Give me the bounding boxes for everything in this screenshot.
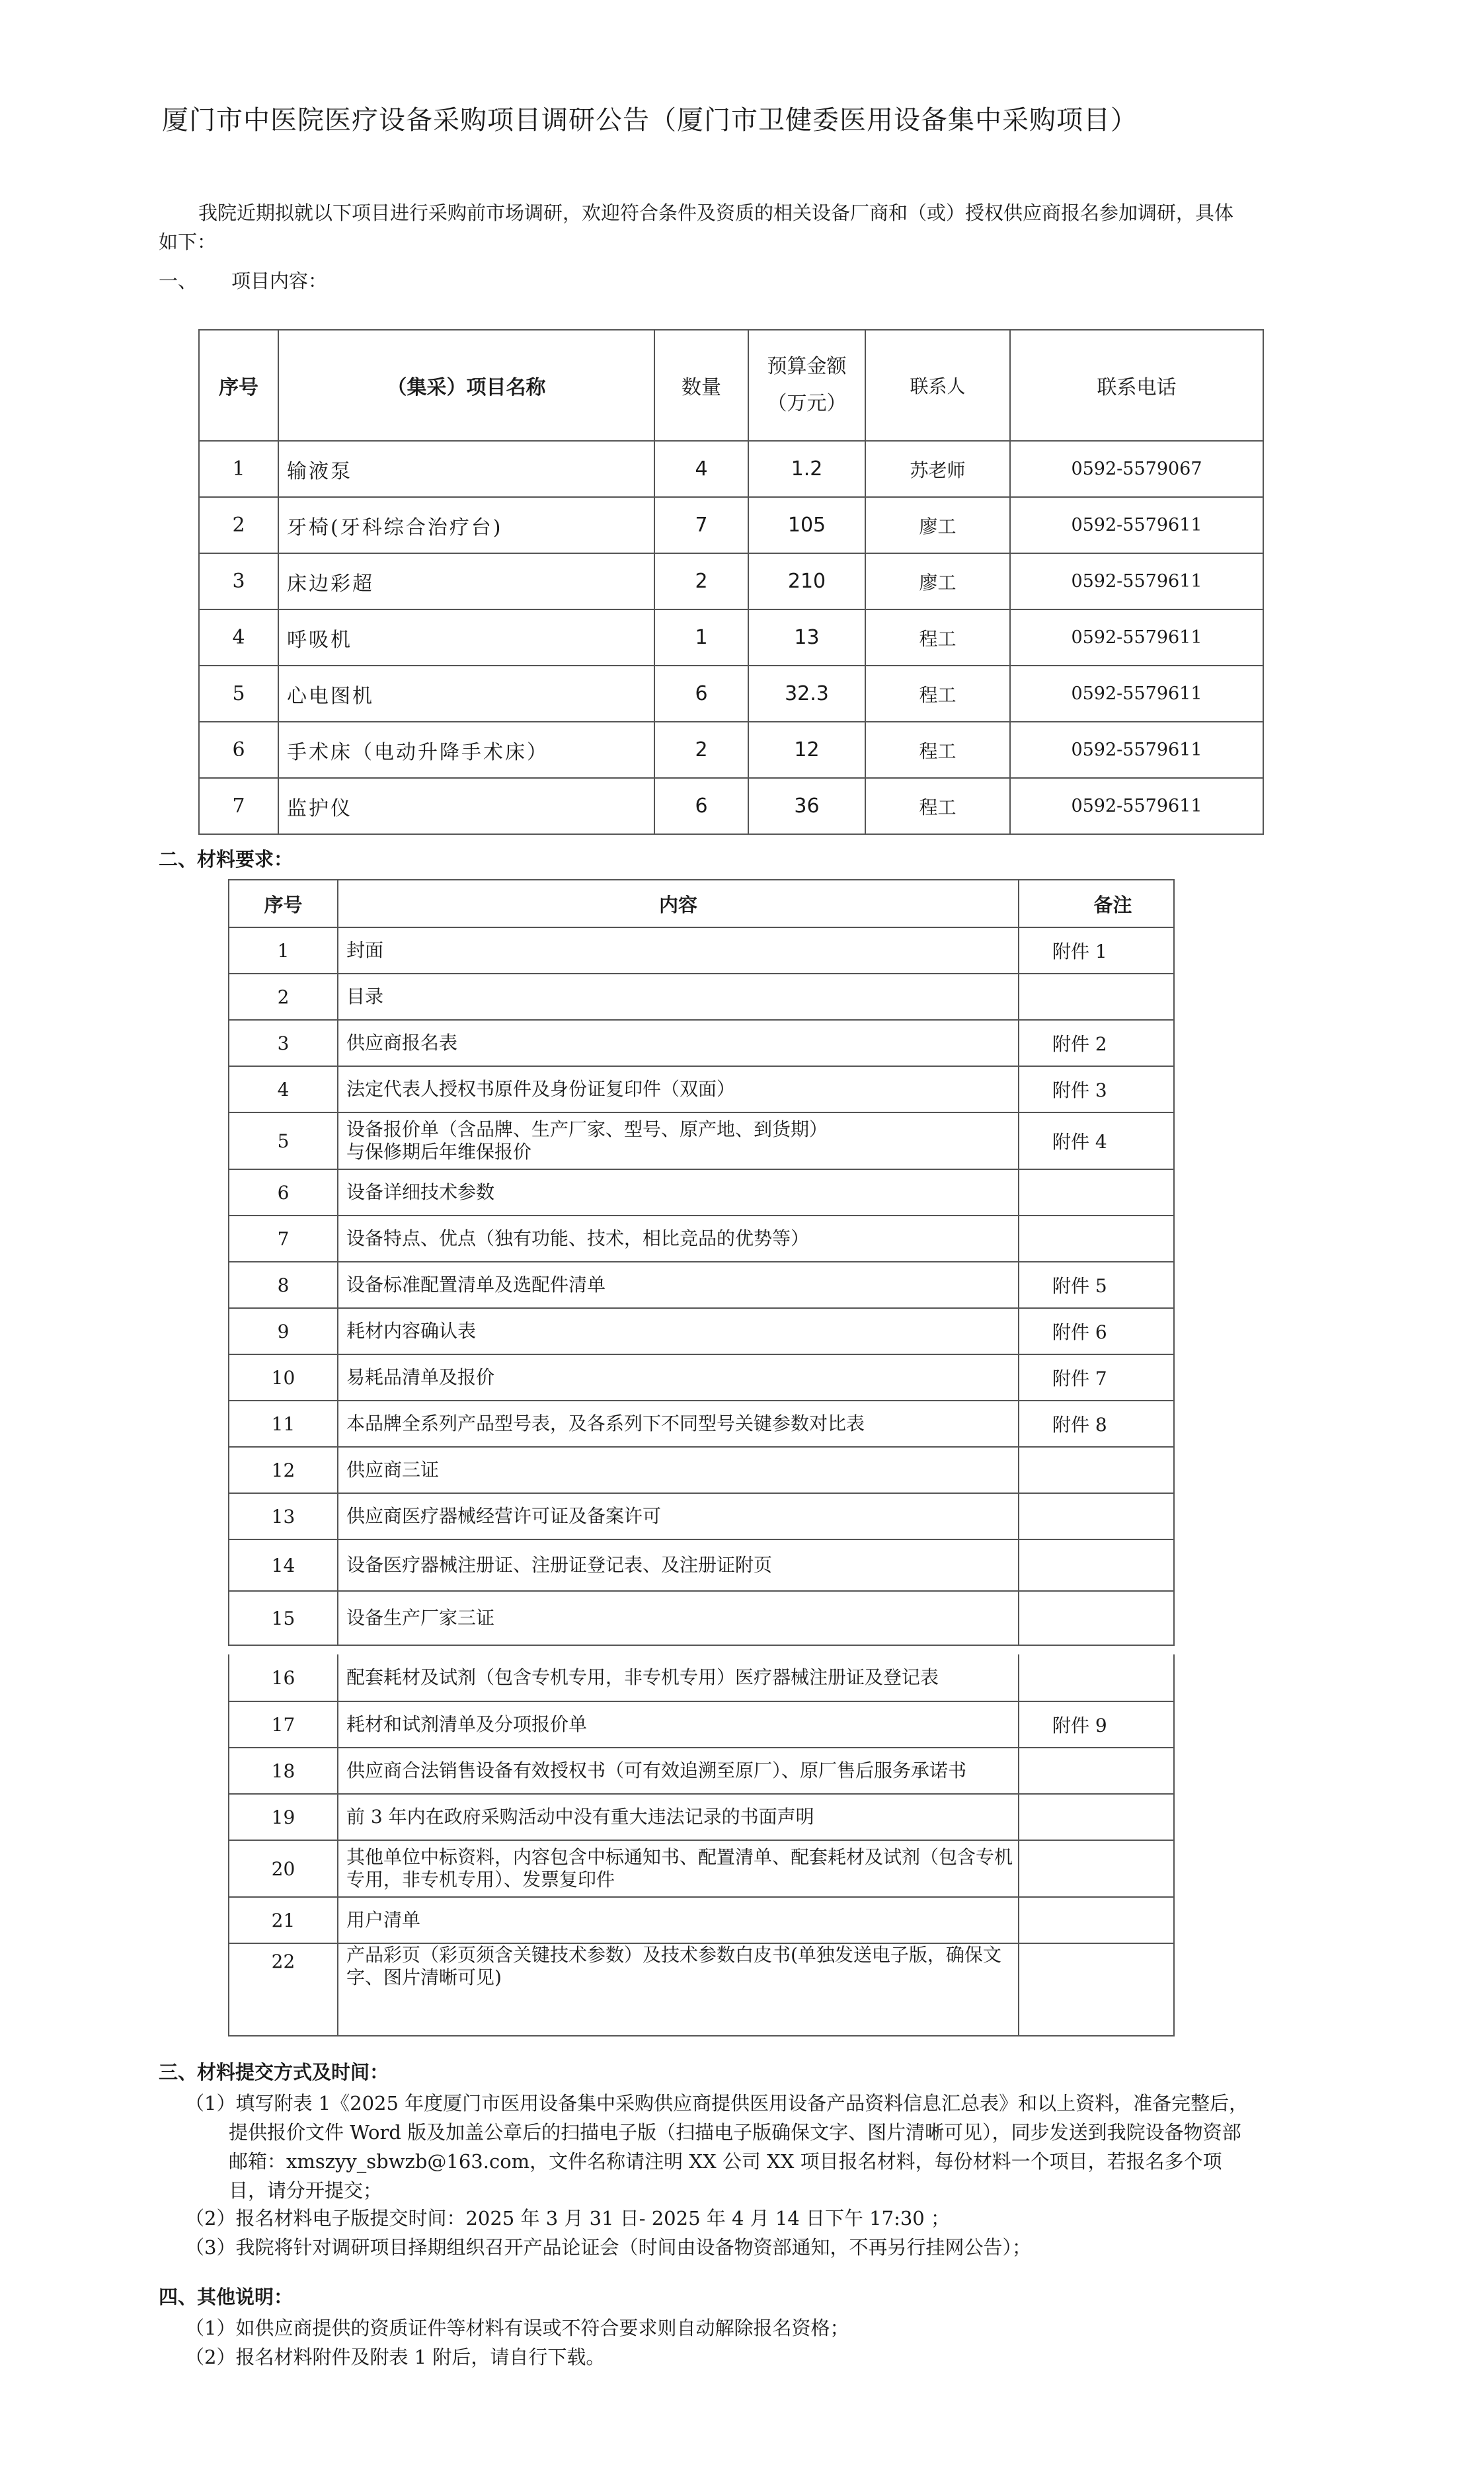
cell-no: 3 [199, 553, 278, 609]
cell-content: 用户清单 [338, 1897, 1019, 1943]
cell-content: 本品牌全系列产品型号表，及各系列下不同型号关键参数对比表 [338, 1401, 1019, 1447]
cell-note [1019, 1897, 1174, 1943]
header-no: 序号 [229, 880, 338, 927]
cell-note [1019, 1794, 1174, 1840]
cell-name: 输液泵 [278, 441, 654, 497]
table-row [229, 1112, 1174, 1169]
cell-no: 9 [229, 1308, 338, 1354]
table-row [229, 1654, 1174, 1701]
section-4-heading: 四、其他说明： [159, 2286, 293, 2308]
cell-no: 5 [199, 666, 278, 722]
cell-person: 廖工 [865, 497, 1010, 553]
cell-qty: 7 [654, 497, 748, 553]
header-budget-line1: 预算金额 [767, 355, 847, 378]
table-row [229, 1308, 1174, 1354]
cell-no: 7 [229, 1216, 338, 1262]
table-row [229, 1447, 1174, 1493]
cell-content-line1: 产品彩页（彩页须含关键技术参数）及技术参数白皮书(单独发送电子版，确保文 [346, 1944, 1001, 1966]
cell-name: 监护仪 [278, 778, 654, 834]
cell-no: 2 [199, 497, 278, 553]
cell-phone: 0592-5579067 [1010, 441, 1263, 497]
cell-content: 耗材内容确认表 [338, 1308, 1019, 1354]
header-note: 备注 [1019, 880, 1174, 927]
cell-no: 10 [229, 1354, 338, 1401]
cell-content: 易耗品清单及报价 [338, 1354, 1019, 1401]
cell-qty: 2 [654, 553, 748, 609]
table-header-row [199, 330, 1263, 441]
table-row [229, 1216, 1174, 1262]
cell-no: 14 [229, 1539, 338, 1591]
cell-budget: 210 [748, 553, 865, 609]
header-person: 联系人 [865, 330, 1010, 441]
cell-no: 21 [229, 1897, 338, 1943]
section-3-paragraph-1-text: （1）填写附表 1《2025 年度厦门市医用设备集中采购供应商提供医用设备产品资料信息汇总表》和以上资料，准备完整后，提供报价文件 Word 版及加盖公章后的扫描电子版（扫描电子版确保文字、图片清晰可见），同步发送到我院设备物资部邮箱：xmszyy_sbwzb@163.com，文件名称请注明 XX 公司 XX 项目报名材料，每份材料一个项目，若报名多个项目，请分开提交； [185, 2092, 1249, 2202]
cell-budget: 13 [748, 609, 865, 666]
cell-name: 床边彩超 [278, 553, 654, 609]
section-3-paragraph-1 [159, 2089, 1256, 2205]
cell-no: 8 [229, 1262, 338, 1308]
section-3-paragraph-3: （3）我院将针对调研项目择期组织召开产品论证会（时间由设备物资部通知，不再另行挂网公告）； [185, 2236, 1031, 2259]
cell-no: 6 [229, 1169, 338, 1216]
cell-budget: 36 [748, 778, 865, 834]
cell-person: 程工 [865, 666, 1010, 722]
cell-note: 附件 8 [1019, 1401, 1174, 1447]
cell-content: 设备医疗器械注册证、注册证登记表、及注册证附页 [338, 1539, 1019, 1591]
cell-no: 20 [229, 1840, 338, 1897]
section-2-heading: 二、材料要求： [159, 848, 293, 871]
intro-paragraph: 我院近期拟就以下项目进行采购前市场调研，欢迎符合条件及资质的相关设备厂商和（或）授权供应商报名参加调研，具体如下： [159, 202, 1234, 253]
cell-content: 设备详细技术参数 [338, 1169, 1019, 1216]
cell-no: 1 [229, 927, 338, 974]
table-row [199, 497, 1263, 553]
table-row [229, 927, 1174, 974]
cell-note: 附件 3 [1019, 1066, 1174, 1112]
cell-person: 廖工 [865, 553, 1010, 609]
cell-no: 7 [199, 778, 278, 834]
cell-no: 6 [199, 722, 278, 778]
cell-phone: 0592-5579611 [1010, 497, 1263, 553]
cell-phone: 0592-5579611 [1010, 609, 1263, 666]
header-no: 序号 [199, 330, 278, 441]
page-title: 厦门市中医院医疗设备采购项目调研公告（厦门市卫健委医用设备集中采购项目） [162, 105, 1138, 136]
cell-note: 附件 5 [1019, 1262, 1174, 1308]
cell-note: 附件 9 [1019, 1701, 1174, 1748]
cell-note [1019, 1748, 1174, 1794]
cell-content: 设备特点、优点（独有功能、技术，相比竞品的优势等） [338, 1216, 1019, 1262]
table-row [229, 974, 1174, 1020]
cell-phone: 0592-5579611 [1010, 778, 1263, 834]
cell-note: 附件 1 [1019, 927, 1174, 974]
table-row [229, 1169, 1174, 1216]
cell-budget: 105 [748, 497, 865, 553]
table-row [229, 1897, 1174, 1943]
cell-no: 16 [229, 1654, 338, 1701]
project-items-table [198, 329, 1264, 835]
cell-phone: 0592-5579611 [1010, 722, 1263, 778]
cell-name: 呼吸机 [278, 609, 654, 666]
cell-note [1019, 974, 1174, 1020]
table-row [229, 1794, 1174, 1840]
header-name: （集采）项目名称 [278, 330, 654, 441]
cell-content: 配套耗材及试剂（包含专机专用，非专机专用）医疗器械注册证及登记表 [338, 1654, 1019, 1701]
cell-note [1019, 1654, 1174, 1701]
cell-content-line1: 其他单位中标资料，内容包含中标通知书、配置清单、配套耗材及试剂（包含专机 [346, 1846, 1013, 1868]
cell-content: 供应商医疗器械经营许可证及备案许可 [338, 1493, 1019, 1539]
cell-note: 附件 7 [1019, 1354, 1174, 1401]
cell-note [1019, 1493, 1174, 1539]
cell-phone: 0592-5579611 [1010, 553, 1263, 609]
cell-person: 程工 [865, 778, 1010, 834]
table-row [229, 1943, 1174, 2036]
header-content: 内容 [338, 880, 1019, 927]
cell-content [338, 1943, 1019, 2036]
cell-content: 供应商报名表 [338, 1020, 1019, 1066]
section-1-label: 项目内容： [231, 270, 328, 292]
cell-content: 供应商合法销售设备有效授权书（可有效追溯至原厂）、原厂售后服务承诺书 [338, 1748, 1019, 1794]
cell-content: 设备生产厂家三证 [338, 1591, 1019, 1645]
cell-note: 附件 6 [1019, 1308, 1174, 1354]
materials-table [228, 879, 1175, 1646]
cell-person: 苏老师 [865, 441, 1010, 497]
cell-content: 设备标准配置清单及选配件清单 [338, 1262, 1019, 1308]
cell-no: 5 [229, 1112, 338, 1169]
section-3-paragraph-2: （2）报名材料电子版提交时间：2025 年 3 月 31 日- 2025 年 4 月 14 日下午 17:30 ； [185, 2207, 950, 2230]
cell-budget: 32.3 [748, 666, 865, 722]
cell-note [1019, 1216, 1174, 1262]
cell-phone: 0592-5579611 [1010, 666, 1263, 722]
cell-no: 19 [229, 1794, 338, 1840]
materials-table-continued [228, 1654, 1175, 2036]
table-row [229, 1539, 1174, 1591]
cell-note: 附件 2 [1019, 1020, 1174, 1066]
cell-note [1019, 1591, 1174, 1645]
cell-no: 13 [229, 1493, 338, 1539]
table-header-row [229, 880, 1174, 927]
cell-name: 心电图机 [278, 666, 654, 722]
cell-content-line2: 专用，非专机专用）、发票复印件 [346, 1869, 615, 1890]
table-row [229, 1262, 1174, 1308]
header-budget [748, 330, 865, 441]
table-row [229, 1591, 1174, 1645]
cell-content [338, 1840, 1019, 1897]
table-row [199, 609, 1263, 666]
cell-no: 1 [199, 441, 278, 497]
cell-qty: 2 [654, 722, 748, 778]
cell-content: 供应商三证 [338, 1447, 1019, 1493]
cell-content: 目录 [338, 974, 1019, 1020]
table-row [229, 1493, 1174, 1539]
cell-content [338, 1112, 1019, 1169]
cell-content: 法定代表人授权书原件及身份证复印件（双面） [338, 1066, 1019, 1112]
header-qty: 数量 [654, 330, 748, 441]
cell-note: 附件 4 [1019, 1112, 1174, 1169]
cell-no: 18 [229, 1748, 338, 1794]
cell-note [1019, 1943, 1174, 2036]
cell-note [1019, 1840, 1174, 1897]
cell-qty: 1 [654, 609, 748, 666]
cell-person: 程工 [865, 722, 1010, 778]
cell-no: 12 [229, 1447, 338, 1493]
cell-content: 前 3 年内在政府采购活动中没有重大违法记录的书面声明 [338, 1794, 1019, 1840]
cell-note [1019, 1539, 1174, 1591]
section-1-heading [159, 268, 327, 294]
cell-content-line2: 字、图片清晰可见) [346, 1966, 502, 1988]
cell-content-line1: 设备报价单（含品牌、生产厂家、型号、原产地、到货期） [346, 1118, 828, 1140]
cell-note [1019, 1169, 1174, 1216]
cell-no: 2 [229, 974, 338, 1020]
table-row [199, 722, 1263, 778]
cell-no: 4 [199, 609, 278, 666]
section-3-heading: 三、材料提交方式及时间： [159, 2061, 389, 2083]
section-4-paragraph-2: （2）报名材料附件及附表 1 附后，请自行下载。 [185, 2346, 605, 2368]
cell-no: 3 [229, 1020, 338, 1066]
cell-content: 耗材和试剂清单及分项报价单 [338, 1701, 1019, 1748]
table-row [199, 441, 1263, 497]
section-1-number: 一、 [159, 270, 198, 292]
cell-no: 15 [229, 1591, 338, 1645]
cell-no: 17 [229, 1701, 338, 1748]
cell-content: 封面 [338, 927, 1019, 974]
table-row [229, 1840, 1174, 1897]
table-row [199, 553, 1263, 609]
cell-person: 程工 [865, 609, 1010, 666]
cell-name: 手术床（电动升降手术床） [278, 722, 654, 778]
table-row [229, 1354, 1174, 1401]
table-row [229, 1701, 1174, 1748]
table-row [199, 778, 1263, 834]
table-row [229, 1401, 1174, 1447]
section-4-paragraph-1: （1）如供应商提供的资质证件等材料有误或不符合要求则自动解除报名资格； [185, 2317, 849, 2339]
cell-content-line2: 与保修期后年维保报价 [346, 1141, 532, 1163]
cell-qty: 6 [654, 778, 748, 834]
cell-budget: 1.2 [748, 441, 865, 497]
table-row [229, 1748, 1174, 1794]
cell-name: 牙椅(牙科综合治疗台) [278, 497, 654, 553]
cell-no: 11 [229, 1401, 338, 1447]
header-phone: 联系电话 [1010, 330, 1263, 441]
table-row [229, 1020, 1174, 1066]
cell-note [1019, 1447, 1174, 1493]
cell-budget: 12 [748, 722, 865, 778]
cell-qty: 6 [654, 666, 748, 722]
cell-no: 22 [229, 1943, 338, 2036]
cell-no: 4 [229, 1066, 338, 1112]
header-budget-line2: （万元） [767, 392, 847, 415]
table-row [229, 1066, 1174, 1112]
cell-qty: 4 [654, 441, 748, 497]
table-row [199, 666, 1263, 722]
